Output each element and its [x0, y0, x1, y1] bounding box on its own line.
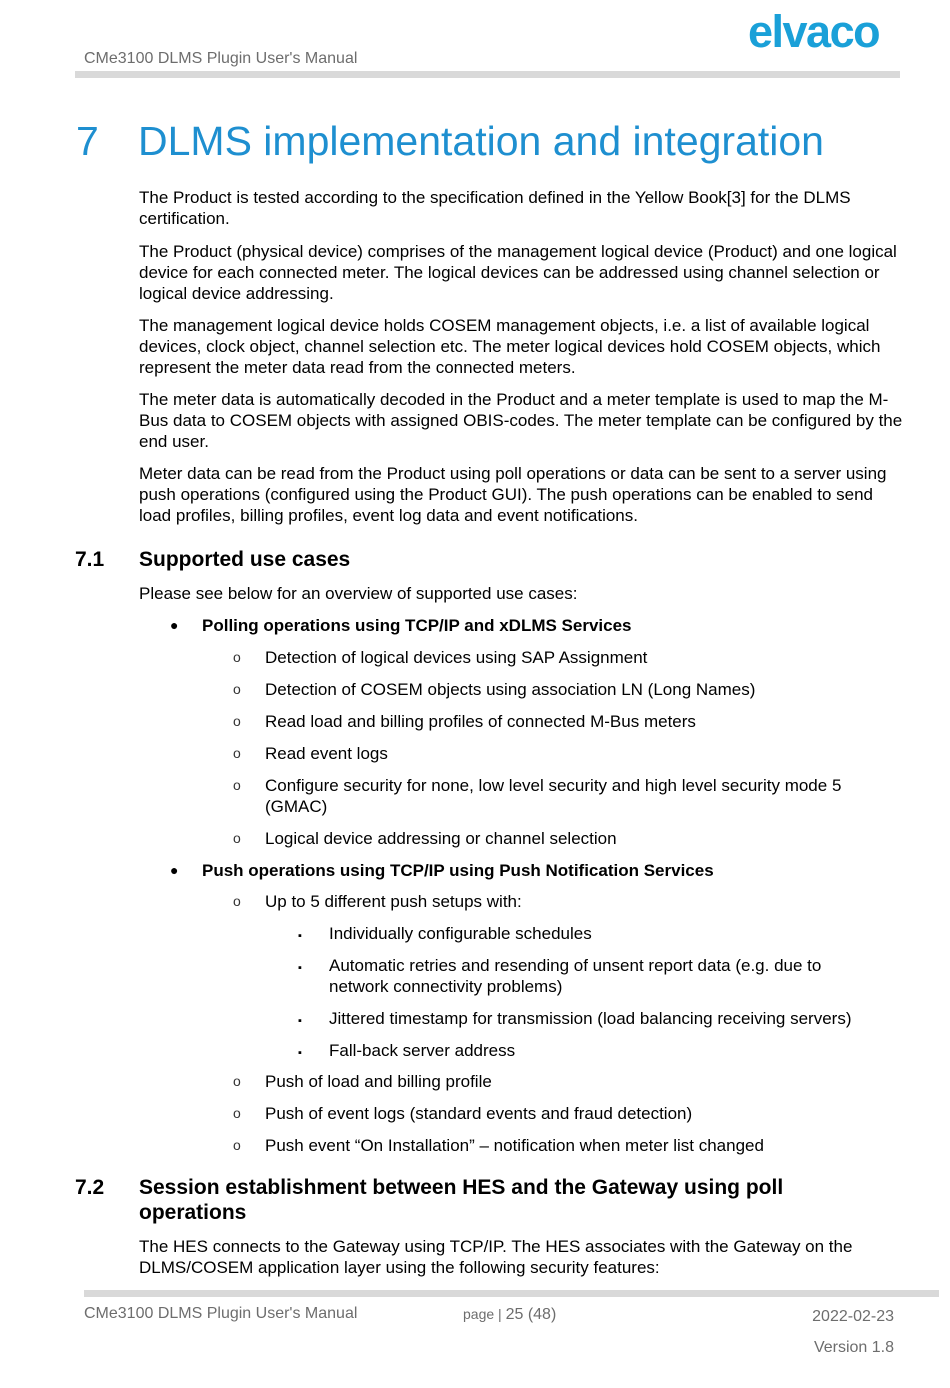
intro-paragraph: Meter data can be read from the Product using poll operations or data can be sent to a server using push operations (configured using the Product GUI). The push operations can be enabled to send load profiles, billing profiles, event log data and event notifications. — [139, 464, 887, 525]
list-item-text: (GMAC) — [265, 797, 328, 816]
footer-version: Version 1.8 — [813, 1339, 894, 1356]
header-doc-title: CMe3100 DLMS Plugin User's Manual — [84, 50, 358, 67]
section-intro: Please see below for an overview of supported use cases: — [139, 584, 578, 603]
footer-divider — [84, 1290, 939, 1297]
page-separator: | — [498, 1306, 502, 1322]
list-item-text: Fall-back server address — [329, 1041, 516, 1060]
list-item-text: Push of event logs (standard events and fraud detection) — [265, 1104, 693, 1123]
circle-marker: o — [233, 649, 241, 665]
circle-marker: o — [233, 777, 241, 793]
list-item-text: Logical device addressing or channel selection — [265, 829, 617, 848]
list-item-text: Jittered timestamp for transmission (load balancing receiving servers) — [329, 1009, 852, 1028]
circle-marker: o — [233, 1105, 241, 1121]
header-divider — [75, 71, 900, 78]
section-number: 7.1 — [75, 548, 105, 571]
circle-marker: o — [233, 1073, 241, 1089]
intro-paragraph: The Product is tested according to the specification defined in the Yellow Book[3] for the DLMS certification. — [139, 188, 851, 228]
bullet-marker: ● — [170, 617, 179, 633]
list-item-text: network connectivity problems) — [329, 977, 563, 996]
footer-date: 2022-02-23 — [812, 1308, 894, 1325]
chapter-number: 7 — [76, 118, 99, 164]
section-number: 7.2 — [75, 1176, 105, 1199]
chapter-title: DLMS implementation and integration — [138, 118, 824, 164]
list-item-text: Push operations using TCP/IP using Push Notification Services — [202, 861, 714, 880]
list-item-text: Push event “On Installation” – notification when meter list changed — [265, 1136, 764, 1155]
footer-doc-title: CMe3100 DLMS Plugin User's Manual — [84, 1305, 358, 1322]
list-item-text: Individually configurable schedules — [329, 924, 592, 943]
section-paragraph: The HES connects to the Gateway using TCP/IP. The HES associates with the Gateway on the DLMS/COSEM application layer using the following security features: — [139, 1237, 853, 1277]
square-marker: ▪ — [298, 930, 302, 942]
circle-marker: o — [233, 713, 241, 729]
page-value: 25 (48) — [505, 1306, 557, 1323]
intro-paragraph: The Product (physical device) comprises of the management logical device (Product) and one logical device for each connected meter. The logical devices can be addressed using channel selection or logical device addressing. — [139, 242, 897, 303]
circle-marker: o — [233, 681, 241, 697]
intro-paragraph: The management logical device holds COSEM management objects, i.e. a list of available logical devices, clock object, channel selection etc. The meter logical devices hold COSEM objects, which represent the meter data read from the connected meters. — [139, 316, 881, 377]
section-title: Supported use cases — [139, 548, 351, 571]
list-item-text: Detection of COSEM objects using association LN (Long Names) — [265, 680, 756, 699]
square-marker: ▪ — [298, 1015, 302, 1027]
square-marker: ▪ — [298, 962, 302, 974]
elvaco-logo: elvaco — [748, 6, 880, 57]
circle-marker: o — [233, 830, 241, 846]
list-item-text: Read load and billing profiles of connected M-Bus meters — [265, 712, 696, 731]
circle-marker: o — [233, 745, 241, 761]
intro-paragraph: The meter data is automatically decoded in the Product and a meter template is used to map the M-Bus data to COSEM objects with assigned OBIS-codes. The meter template can be configured by the end user. — [139, 390, 903, 451]
list-item-text: Read event logs — [265, 744, 388, 763]
list-item-text: Up to 5 different push setups with: — [265, 892, 522, 911]
list-item-text: Push of load and billing profile — [265, 1072, 492, 1091]
circle-marker: o — [233, 893, 241, 909]
list-item-text: Configure security for none, low level security and high level security mode 5 — [265, 776, 842, 795]
square-marker: ▪ — [298, 1047, 302, 1059]
list-item-text: Automatic retries and resending of unsent report data (e.g. due to — [329, 956, 822, 975]
page-number — [463, 1306, 556, 1324]
section-title: Session establishment between HES and the Gateway using poll operations — [139, 1176, 784, 1224]
circle-marker: o — [233, 1137, 241, 1153]
list-item-text: Polling operations using TCP/IP and xDLMS Services — [202, 616, 632, 635]
chapter-heading — [76, 118, 824, 165]
bullet-marker: ● — [170, 862, 179, 878]
list-item-text: Detection of logical devices using SAP Assignment — [265, 648, 648, 667]
page-label: page — [463, 1306, 495, 1322]
